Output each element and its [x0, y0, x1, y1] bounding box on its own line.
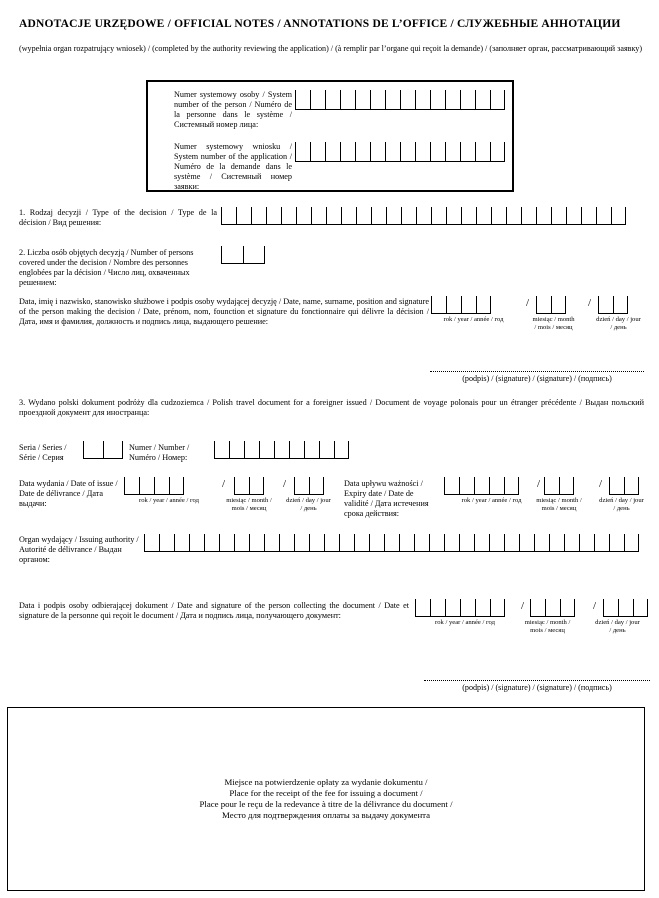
month-caption: miesiąc / month / mois / месяц [524, 619, 571, 634]
persons-count-field[interactable] [221, 246, 265, 264]
fee-line: Miejsce na potwierdzenie opłaty za wydanie dokumentu / [224, 777, 428, 787]
month-caption: miesiąc / month / mois / месяц [532, 316, 575, 331]
date-separator: / [588, 297, 592, 309]
application-number-label: Numer systemowy wniosku / System number of the application / Numéro de la demande dans le système / Системный номер заявки: [174, 142, 292, 191]
issuing-authority-field[interactable] [144, 534, 639, 552]
date-separator: / [537, 478, 541, 490]
persons-count-label: 2. Liczba osób objętych decyzją / Number of persons covered under the decision / Nombre des personnes englobées par la décision / Число лиц, охваченных решением: [19, 248, 194, 287]
month-caption: miesiąc / month / mois / месяц [226, 497, 272, 512]
application-number-field[interactable] [295, 142, 505, 160]
page-title: ADNOTACJE URZĘDOWE / OFFICIAL NOTES / ANNOTATIONS DE L’OFFICE / СЛУЖЕБНЫЕ АННОТАЦИИ [19, 18, 621, 30]
month-caption: miesiąc / month / mois / месяц [536, 497, 582, 512]
year-caption: rok / year / année / год [443, 316, 504, 323]
signature-caption: (podpis) / (signature) / (signature) / (подпись) [462, 374, 612, 383]
date-separator: / [222, 478, 226, 490]
date-separator: / [521, 600, 525, 612]
collector-label: Data i podpis osoby odbierającej dokument / Date and signature of the person collecting the document / Date et signature de la personne qui reçoit le document / Дата и подпись лица, получающего документ: [19, 601, 409, 620]
travel-document-label: 3. Wydano polski dokument podróży dla cudzoziemca / Polish travel document for a foreigner issued / Document de voyage polonais pour un étranger précédente / Выдан польский проездной документ для иностранца: [19, 398, 644, 417]
person-number-field[interactable] [295, 90, 505, 108]
date-separator: / [283, 478, 287, 490]
date-separator: / [593, 600, 597, 612]
day-caption: dzień / day / jour / день [599, 497, 644, 512]
number-label: Numer / Number / Numéro / Номер: [129, 443, 190, 462]
decision-person-label: Data, imię i nazwisko, stanowisko służbowe i podpis osoby wydającej decyzję / Date, name, surname, position and signature of the person making the decision / Date, prénom, nom, founction et signature du fonctionnaire qui délivre la décision / Дата, имя и фамилия, должность и подпись лица, выдающего решение: [19, 297, 429, 326]
day-caption: dzień / day / jour / день [596, 316, 641, 331]
signature-caption: (podpis) / (signature) / (signature) / (подпись) [462, 683, 612, 692]
series-field[interactable] [83, 441, 123, 459]
collection-date-field[interactable] [415, 599, 650, 639]
date-separator: / [599, 478, 603, 490]
fee-line: Place for the receipt of the fee for issuing a document / [229, 788, 423, 798]
expiry-date-field[interactable] [444, 477, 644, 517]
page-subtitle: (wypełnia organ rozpatrujący wniosek) / (completed by the authority reviewing the application) / (à remplir par l’organe qui reçoit la demande) / (заполняет орган, рассматривающий заявку) [19, 44, 643, 53]
issue-date-label: Data wydania / Date of issue / Date de délivrance / Дата выдачи: [19, 479, 118, 508]
collector-signature-line[interactable] [424, 680, 650, 681]
person-number-label: Numer systemowy osoby / System number of the person / Numéro de la personne dans le système / Системный номер лица: [174, 90, 292, 129]
date-separator: / [526, 297, 530, 309]
issuing-authority-label: Organ wydający / Issuing authority / Autorité de délivrance / Выдан органом: [19, 535, 139, 564]
signature-line[interactable] [430, 371, 644, 372]
fee-line: Place pour le reçu de la redevance à titre de la délivrance du document / [199, 799, 453, 809]
decision-date-field[interactable] [431, 296, 644, 336]
day-caption: dzień / day / jour / день [595, 619, 640, 634]
fee-receipt-text [7, 777, 645, 821]
expiry-date-label: Data upływu ważności / Expiry date / Date de validité / Дата истечения срока действия: [344, 479, 429, 518]
decision-type-field[interactable] [221, 207, 626, 225]
fee-line: Место для подтверждения оплаты за выдачу документа [221, 810, 431, 820]
series-label: Seria / Series / Série / Серия [19, 443, 67, 462]
issue-date-field[interactable] [124, 477, 334, 517]
year-caption: rok / year / année / год [461, 497, 522, 504]
number-field[interactable] [214, 441, 349, 459]
year-caption: rok / year / année / год [435, 619, 495, 626]
decision-type-label: 1. Rodzaj decyzji / Type of the decision / Type de la décision / Вид решения: [19, 208, 217, 227]
day-caption: dzień / day / jour / день [286, 497, 331, 512]
year-caption: rok / year / année / год [139, 497, 199, 504]
